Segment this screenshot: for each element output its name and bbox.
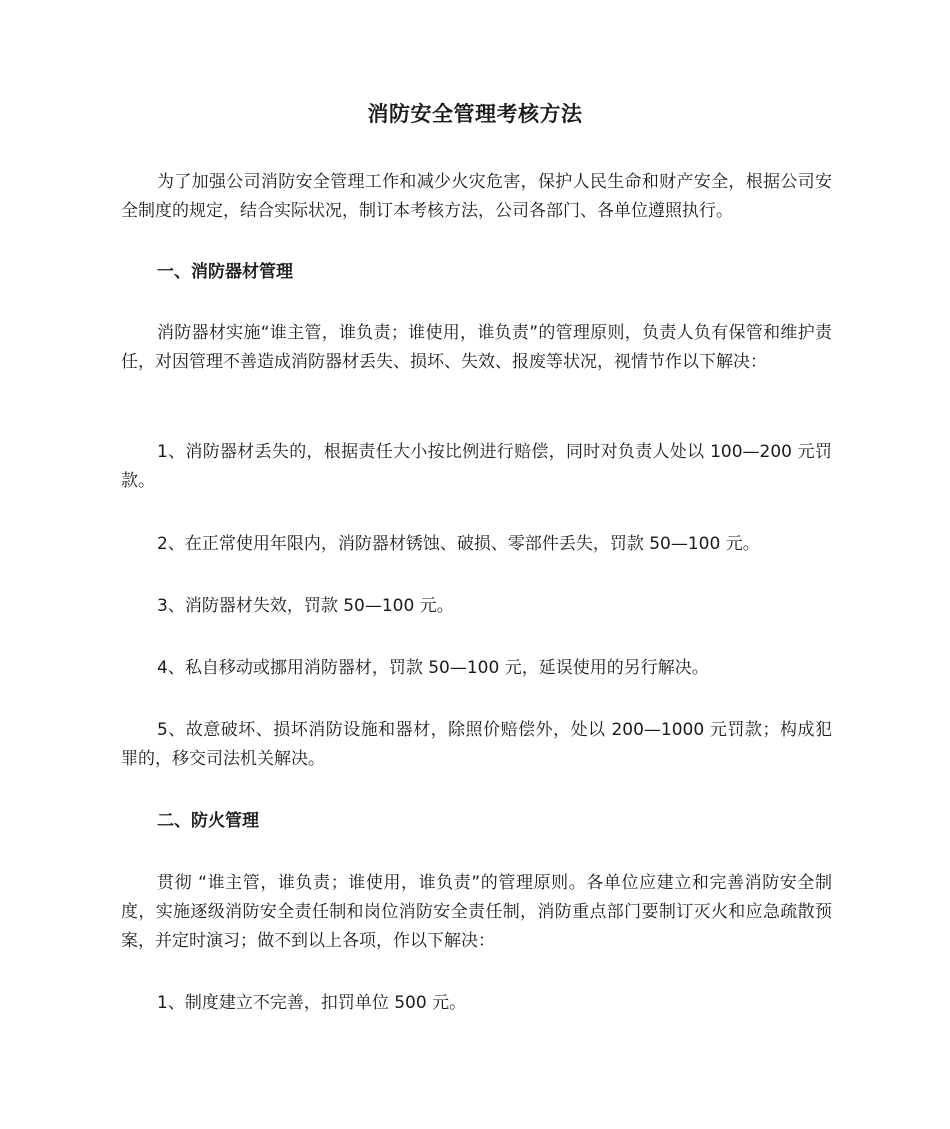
equipment-rule-4: 4、私自移动或挪用消防器材，罚款 50—100 元，延误使用的另行解决。	[157, 658, 709, 678]
equipment-rule-3: 3、消防器材失效，罚款 50—100 元。	[157, 596, 454, 616]
fire-prevention-lead-paragraph: 贯彻 “谁主管，谁负责；谁使用，谁负责”的管理原则。各单位应建立和完善消防安全制度，实施逐级消防安全责任制和岗位消防安全责任制，消防重点部门要制订灭火和应急疏散预案，并定时演习；做不到以上各项，作以下解决：	[121, 873, 832, 951]
fire-prevention-rule-1: 1、制度建立不完善，扣罚单位 500 元。	[157, 993, 467, 1013]
equipment-rule-1: 1、消防器材丢失的，根据责任大小按比例进行赔偿，同时对负责人处以 100—200 元罚款。	[121, 442, 832, 491]
section-heading-equipment: 一、消防器材管理	[157, 262, 293, 282]
equipment-lead-paragraph: 消防器材实施“谁主管，谁负责；谁使用，谁负责”的管理原则，负责人负有保管和维护责任，对因管理不善造成消防器材丢失、损坏、失效、报废等状况，视情节作以下解决：	[121, 323, 832, 372]
equipment-rule-5: 5、故意破坏、损坏消防设施和器材，除照价赔偿外，处以 200—1000 元罚款；构成犯罪的，移交司法机关解决。	[121, 720, 832, 769]
section-heading-fire-prevention: 二、防火管理	[157, 811, 259, 831]
equipment-rule-2: 2、在正常使用年限内，消防器材锈蚀、破损、零部件丢失，罚款 50—100 元。	[157, 534, 760, 554]
intro-paragraph: 为了加强公司消防安全管理工作和减少火灾危害，保护人民生命和财产安全，根据公司安全制度的规定，结合实际状况，制订本考核方法，公司各部门、各单位遵照执行。	[121, 172, 832, 221]
document-title: 消防安全管理考核方法	[367, 102, 583, 126]
